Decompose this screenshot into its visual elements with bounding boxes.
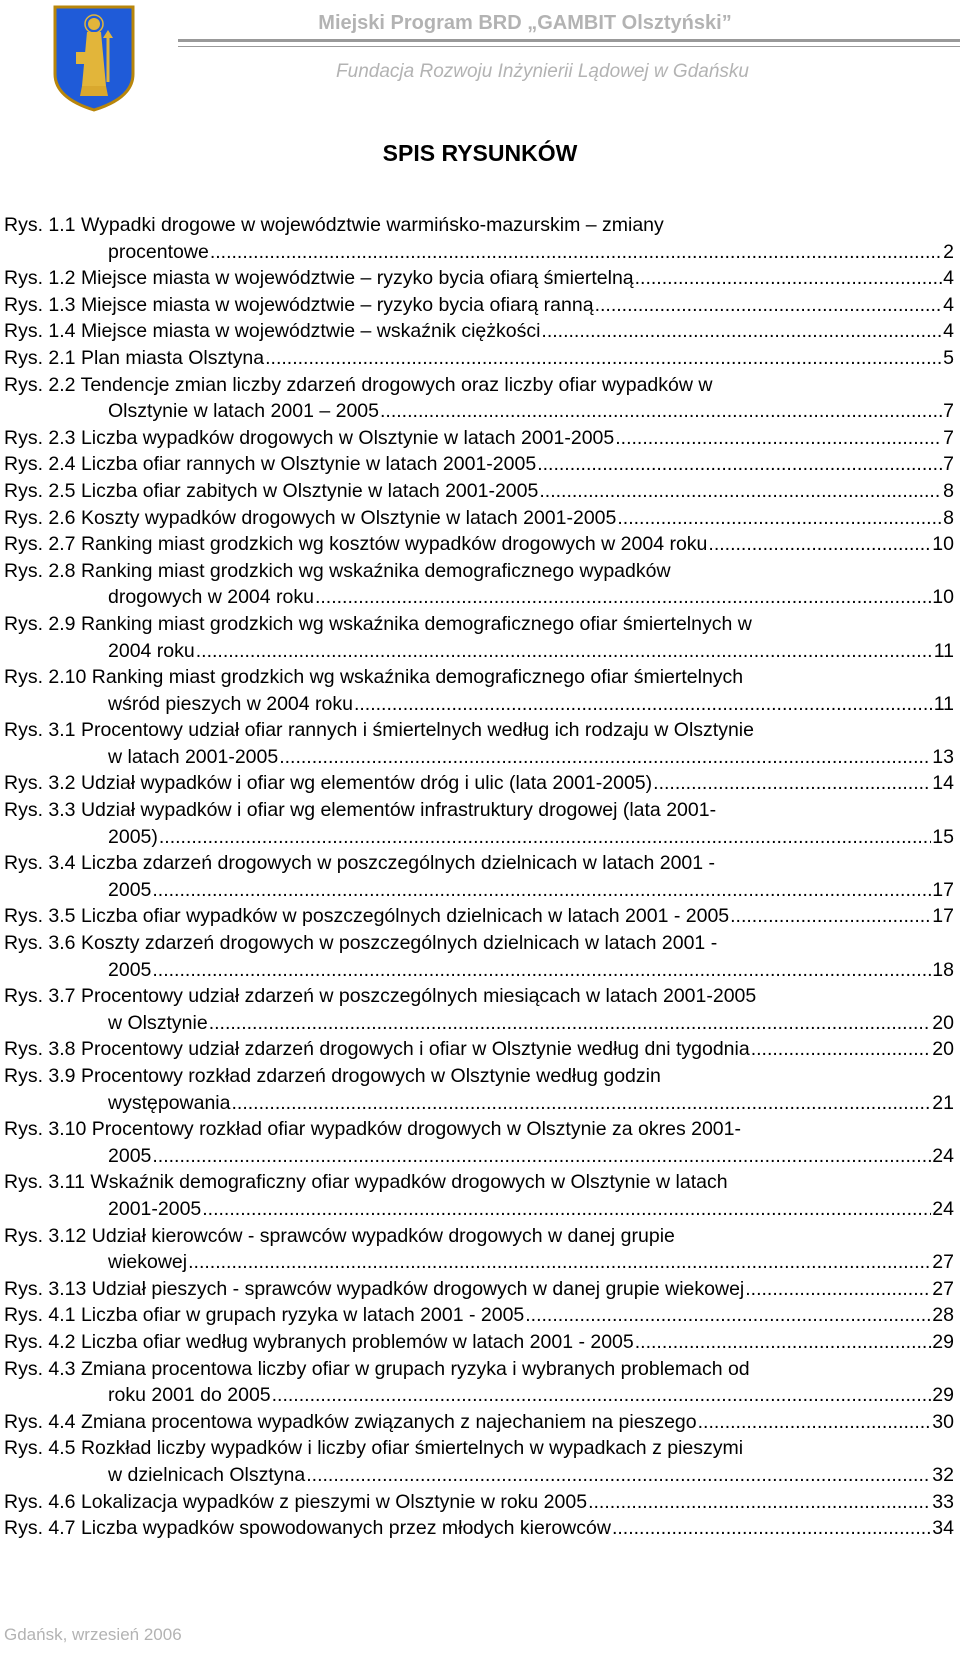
toc-entry-page: 7 bbox=[943, 453, 954, 476]
toc-entry-page: 24 bbox=[932, 1197, 954, 1220]
dot-leader bbox=[152, 957, 931, 984]
toc-entry-page: 2 bbox=[943, 240, 954, 263]
toc-entry[interactable] bbox=[4, 983, 954, 1036]
dot-leader bbox=[152, 877, 931, 904]
toc-entry-page: 13 bbox=[932, 745, 954, 768]
dot-leader bbox=[730, 903, 931, 930]
toc-entry[interactable] bbox=[4, 903, 954, 930]
city-crest-icon bbox=[52, 4, 136, 112]
toc-entry-page: 10 bbox=[932, 533, 954, 556]
toc-entry[interactable] bbox=[4, 292, 954, 319]
toc-entry[interactable] bbox=[4, 1276, 954, 1303]
toc-entry-text: w dzielnicach Olsztyna bbox=[108, 1463, 306, 1486]
dot-leader bbox=[279, 744, 931, 771]
dot-leader bbox=[595, 292, 943, 319]
dot-leader bbox=[188, 1249, 931, 1276]
header-rule-thick bbox=[178, 39, 960, 42]
dot-leader bbox=[708, 531, 931, 558]
toc-entry[interactable] bbox=[4, 425, 954, 452]
toc-entry-page: 11 bbox=[933, 639, 954, 662]
toc-entry-page: 4 bbox=[943, 293, 954, 316]
toc-entry-page: 30 bbox=[932, 1410, 954, 1433]
toc-entry-text: Rys. 4.5 Rozkład liczby wypadków i liczby ofiar śmiertelnych w wypadkach z pieszymi bbox=[4, 1437, 744, 1460]
dot-leader bbox=[265, 345, 942, 372]
toc-entry-text: procentowe bbox=[108, 240, 209, 263]
toc-entry[interactable] bbox=[4, 717, 954, 770]
toc-entry-text: Rys. 2.7 Ranking miast grodzkich wg kosztów wypadków drogowych w 2004 roku bbox=[4, 533, 708, 556]
toc-entry-text: 2001-2005 bbox=[108, 1197, 202, 1220]
toc-entry-text: Rys. 3.7 Procentowy udział zdarzeń w poszczególnych miesiącach w latach 2001-2005 bbox=[4, 985, 757, 1008]
toc-entry[interactable] bbox=[4, 318, 954, 345]
toc-entry-page: 17 bbox=[932, 878, 954, 901]
toc-entry[interactable] bbox=[4, 611, 954, 664]
toc-entry-text: Rys. 4.2 Liczba ofiar według wybranych problemów w latach 2001 - 2005 bbox=[4, 1330, 634, 1353]
toc-entry-text: Rys. 3.1 Procentowy udział ofiar rannych i śmiertelnych według ich rodzaju w Olsztynie bbox=[4, 719, 754, 742]
toc-entry-page: 24 bbox=[932, 1144, 954, 1167]
dot-leader bbox=[635, 1329, 932, 1356]
toc-entry-page: 15 bbox=[932, 825, 954, 848]
toc-entry[interactable] bbox=[4, 1329, 954, 1356]
toc-entry-page: 4 bbox=[943, 267, 954, 290]
toc-entry-page: 7 bbox=[943, 400, 954, 423]
dot-leader bbox=[196, 638, 933, 665]
dot-leader bbox=[210, 239, 942, 266]
toc-entry-text: Rys. 2.9 Ranking miast grodzkich wg wskaźnika demograficznego ofiar śmiertelnych w bbox=[4, 612, 752, 635]
toc-entry-text: Rys. 4.3 Zmiana procentowa liczby ofiar w grupach ryzyka i wybranych problemach od bbox=[4, 1357, 750, 1380]
toc-entry-text: Rys. 3.9 Procentowy rozkład zdarzeń drogowych w Olsztynie według godzin bbox=[4, 1065, 661, 1087]
toc-entry-page: 28 bbox=[932, 1304, 954, 1327]
toc-entry-text: Rys. 1.3 Miejsce miasta w województwie – ryzyko bycia ofiarą ranną bbox=[4, 293, 594, 316]
dot-leader bbox=[152, 1143, 931, 1170]
dot-leader bbox=[588, 1489, 931, 1516]
toc-entry-text: Rys. 4.7 Liczba wypadków spowodowanych przez młodych kierowców bbox=[4, 1517, 611, 1540]
toc-entry[interactable] bbox=[4, 930, 954, 983]
toc-entry-text: Rys. 3.12 Udział kierowców - sprawców wypadków drogowych w danej grupie bbox=[4, 1224, 675, 1247]
page-title: SPIS RYSUNKÓW bbox=[382, 140, 578, 166]
toc-entry-text: Rys. 2.4 Liczba ofiar rannych w Olsztynie w latach 2001-2005 bbox=[4, 453, 537, 476]
toc-entry[interactable] bbox=[4, 505, 954, 532]
dot-leader bbox=[612, 1515, 931, 1542]
toc-entry[interactable] bbox=[4, 558, 954, 611]
toc-entry[interactable] bbox=[4, 531, 954, 558]
toc-entry-text: Rys. 3.10 Procentowy rozkład ofiar wypadków drogowych w Olsztynie za okres 2001- bbox=[4, 1118, 741, 1141]
toc-entry[interactable] bbox=[4, 451, 954, 478]
dot-leader bbox=[525, 1302, 931, 1329]
dot-leader bbox=[272, 1382, 932, 1409]
dot-leader bbox=[653, 770, 931, 797]
dot-leader bbox=[745, 1276, 931, 1303]
toc-entry-text: 2005 bbox=[108, 1144, 152, 1167]
toc-entry-text: roku 2001 do 2005 bbox=[108, 1384, 271, 1407]
dot-leader bbox=[698, 1409, 932, 1436]
toc-entry[interactable] bbox=[4, 1063, 954, 1116]
header-title: Miejski Program BRD „GAMBIT Olsztyński” bbox=[318, 12, 732, 34]
toc-entry-text: Rys. 2.10 Ranking miast grodzkich wg wskaźnika demograficznego ofiar śmiertelnych bbox=[4, 666, 744, 689]
toc-entry-text: Rys. 2.3 Liczba wypadków drogowych w Olsztynie w latach 2001-2005 bbox=[4, 426, 615, 449]
toc-entry-page: 32 bbox=[932, 1463, 954, 1486]
toc-entry-text: w latach 2001-2005 bbox=[108, 745, 279, 768]
toc-entry-page: 17 bbox=[932, 905, 954, 928]
toc-entry-page: 29 bbox=[932, 1330, 954, 1353]
toc-entry-text: Rys. 3.11 Wskaźnik demograficzny ofiar wypadków drogowych w Olsztynie w latach bbox=[4, 1171, 728, 1194]
header-rule-thin bbox=[178, 46, 960, 47]
toc-entry-page: 27 bbox=[932, 1277, 954, 1300]
toc-entry[interactable] bbox=[4, 478, 954, 505]
toc-entry-text: wiekowej bbox=[108, 1251, 188, 1274]
toc-entry-page: 18 bbox=[932, 958, 954, 981]
dot-leader bbox=[231, 1090, 931, 1117]
toc-entry[interactable] bbox=[4, 1356, 954, 1409]
dot-leader bbox=[537, 451, 942, 478]
toc-entry[interactable] bbox=[4, 770, 954, 797]
toc-entry[interactable] bbox=[4, 1489, 954, 1516]
toc-entry-text: Rys. 2.1 Plan miasta Olsztyna bbox=[4, 346, 265, 369]
toc-entry[interactable] bbox=[4, 664, 954, 717]
toc-entry-text: Rys. 4.6 Lokalizacja wypadków z pieszymi w Olsztynie w roku 2005 bbox=[4, 1490, 588, 1513]
toc-entry-page: 27 bbox=[932, 1251, 954, 1274]
toc-entry-page: 14 bbox=[932, 772, 954, 795]
dot-leader bbox=[306, 1462, 931, 1489]
toc-entry-text: występowania bbox=[108, 1091, 231, 1114]
header-subtitle: Fundacja Rozwoju Inżynierii Lądowej w Gdańsku bbox=[336, 61, 749, 82]
dot-leader bbox=[209, 1010, 932, 1037]
toc-entry-text: 2005) bbox=[108, 825, 158, 848]
dot-leader bbox=[635, 265, 943, 292]
toc-entry-text: Rys. 3.5 Liczba ofiar wypadków w poszczególnych dzielnicach w latach 2001 - 2005 bbox=[4, 905, 730, 928]
toc-entry-text: Rys. 3.13 Udział pieszych - sprawców wypadków drogowych w danej grupie wiekowej bbox=[4, 1277, 745, 1300]
toc-entry-text: Rys. 1.4 Miejsce miasta w województwie – wskaźnik ciężkości bbox=[4, 320, 541, 343]
toc-entry-page: 20 bbox=[932, 1038, 954, 1061]
toc-entry[interactable] bbox=[4, 265, 954, 292]
toc-entry[interactable] bbox=[4, 1036, 954, 1063]
dot-leader bbox=[541, 318, 942, 345]
toc-entry-text: Rys. 2.5 Liczba ofiar zabitych w Olsztynie w latach 2001-2005 bbox=[4, 479, 539, 502]
toc-entry-text: Rys. 2.6 Koszty wypadków drogowych w Olsztynie w latach 2001-2005 bbox=[4, 506, 617, 529]
toc-entry-text: Rys. 3.6 Koszty zdarzeń drogowych w poszczególnych dzielnicach w latach 2001 - bbox=[4, 932, 718, 955]
toc-entry[interactable] bbox=[4, 1116, 954, 1169]
toc-entry-page: 10 bbox=[932, 586, 954, 609]
toc-entry[interactable] bbox=[4, 212, 954, 265]
dot-leader bbox=[202, 1196, 931, 1223]
toc-entry-page: 11 bbox=[933, 692, 954, 715]
toc-entry-page: 33 bbox=[932, 1490, 954, 1513]
toc-entry-text: 2005 bbox=[108, 958, 152, 981]
dot-leader bbox=[315, 584, 931, 611]
dot-leader bbox=[354, 691, 933, 718]
toc-entry-text: wśród pieszych w 2004 roku bbox=[108, 692, 353, 715]
toc-entry-page: 8 bbox=[943, 506, 954, 529]
toc-entry-text: Rys. 1.1 Wypadki drogowe w województwie warmińsko-mazurskim – zmiany bbox=[4, 214, 664, 236]
toc-entry-text: Rys. 2.8 Ranking miast grodzkich wg wskaźnika demograficznego wypadków bbox=[4, 559, 671, 582]
toc-entry-text: Rys. 3.2 Udział wypadków i ofiar wg elementów dróg i ulic (lata 2001-2005) bbox=[4, 772, 653, 795]
toc-entry[interactable] bbox=[4, 372, 954, 425]
toc-entry[interactable] bbox=[4, 1515, 954, 1542]
toc-entry-text: Rys. 2.2 Tendencje zmian liczby zdarzeń drogowych oraz liczby ofiar wypadków w bbox=[4, 373, 713, 396]
toc-entry-text: Rys. 3.4 Liczba zdarzeń drogowych w poszczególnych dzielnicach w latach 2001 - bbox=[4, 852, 716, 875]
dot-leader bbox=[617, 505, 942, 532]
toc-entry-text: Olsztynie w latach 2001 – 2005 bbox=[108, 400, 380, 423]
dot-leader bbox=[159, 824, 931, 851]
toc-entry-page: 20 bbox=[932, 1011, 954, 1034]
toc-entry[interactable] bbox=[4, 1409, 954, 1436]
toc-entry-page: 8 bbox=[943, 479, 954, 502]
toc-entry-page: 4 bbox=[943, 320, 954, 343]
dot-leader bbox=[539, 478, 942, 505]
dot-leader bbox=[751, 1036, 932, 1063]
toc-entry[interactable] bbox=[4, 1223, 954, 1276]
toc-entry-text: Rys. 1.2 Miejsce miasta w województwie – ryzyko bycia ofiarą śmiertelną bbox=[4, 267, 634, 290]
figure-list bbox=[4, 212, 954, 1542]
toc-entry[interactable] bbox=[4, 850, 954, 903]
toc-entry-page: 34 bbox=[932, 1517, 954, 1540]
toc-entry-text: 2004 roku bbox=[108, 639, 195, 662]
toc-entry-text: drogowych w 2004 roku bbox=[108, 586, 314, 609]
toc-entry-page: 29 bbox=[932, 1384, 954, 1407]
footer-text: Gdańsk, wrzesień 2006 bbox=[4, 1625, 182, 1644]
toc-entry-text: Rys. 3.3 Udział wypadków i ofiar wg elementów infrastruktury drogowej (lata 2001- bbox=[4, 799, 717, 822]
toc-entry[interactable] bbox=[4, 345, 954, 372]
toc-entry[interactable] bbox=[4, 797, 954, 850]
toc-entry-page: 5 bbox=[943, 346, 954, 369]
toc-entry[interactable] bbox=[4, 1435, 954, 1488]
toc-entry-page: 21 bbox=[932, 1091, 954, 1114]
toc-entry[interactable] bbox=[4, 1302, 954, 1329]
dot-leader bbox=[380, 398, 942, 425]
dot-leader bbox=[615, 425, 942, 452]
toc-entry-text: 2005 bbox=[108, 878, 152, 901]
toc-entry-text: w Olsztynie bbox=[108, 1011, 208, 1034]
toc-entry[interactable] bbox=[4, 1169, 954, 1222]
toc-entry-page: 7 bbox=[943, 426, 954, 449]
toc-entry-text: Rys. 3.8 Procentowy udział zdarzeń drogowych i ofiar w Olsztynie według dni tygodnia bbox=[4, 1038, 750, 1061]
toc-entry-text: Rys. 4.1 Liczba ofiar w grupach ryzyka w latach 2001 - 2005 bbox=[4, 1304, 525, 1327]
toc-entry-text: Rys. 4.4 Zmiana procentowa wypadków związanych z najechaniem na pieszego bbox=[4, 1410, 697, 1433]
